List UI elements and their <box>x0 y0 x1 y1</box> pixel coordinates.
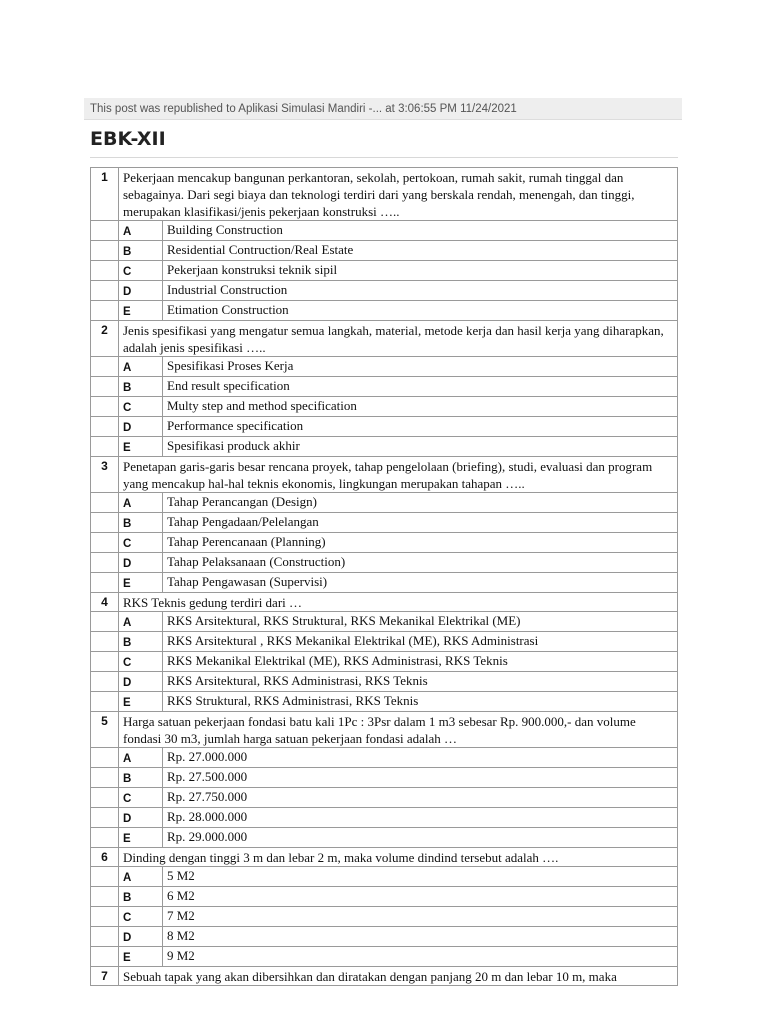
question-number: 5 <box>91 712 119 748</box>
option-letter: B <box>119 241 163 261</box>
option-spacer-cell <box>91 828 119 848</box>
option-text: RKS Arsitektural, RKS Struktural, RKS Mekanikal Elektrikal (ME) <box>163 612 678 632</box>
option-letter: C <box>119 533 163 553</box>
option-row <box>91 513 678 533</box>
option-row <box>91 397 678 417</box>
option-letter: D <box>119 281 163 301</box>
option-letter: B <box>119 768 163 788</box>
option-letter: C <box>119 788 163 808</box>
option-spacer-cell <box>91 652 119 672</box>
option-row <box>91 748 678 768</box>
option-spacer-cell <box>91 768 119 788</box>
option-row <box>91 828 678 848</box>
question-row <box>91 168 678 221</box>
option-spacer-cell <box>91 672 119 692</box>
option-text: End result specification <box>163 377 678 397</box>
option-text: Rp. 27.750.000 <box>163 788 678 808</box>
option-row <box>91 808 678 828</box>
option-letter: A <box>119 221 163 241</box>
option-letter: C <box>119 907 163 927</box>
option-spacer-cell <box>91 553 119 573</box>
option-letter: C <box>119 652 163 672</box>
question-number: 2 <box>91 321 119 357</box>
option-text: Tahap Pengawasan (Supervisi) <box>163 573 678 593</box>
option-letter: A <box>119 748 163 768</box>
option-row <box>91 493 678 513</box>
option-row <box>91 927 678 947</box>
option-spacer-cell <box>91 377 119 397</box>
option-text: Residential Contruction/Real Estate <box>163 241 678 261</box>
question-number: 1 <box>91 168 119 221</box>
option-row <box>91 533 678 553</box>
question-row <box>91 593 678 612</box>
option-letter: A <box>119 867 163 887</box>
option-row <box>91 573 678 593</box>
option-row <box>91 281 678 301</box>
option-text: 9 M2 <box>163 947 678 967</box>
option-spacer-cell <box>91 397 119 417</box>
option-spacer-cell <box>91 692 119 712</box>
option-letter: E <box>119 947 163 967</box>
option-spacer-cell <box>91 748 119 768</box>
option-spacer-cell <box>91 493 119 513</box>
option-spacer-cell <box>91 301 119 321</box>
option-text: Rp. 27.000.000 <box>163 748 678 768</box>
question-number: 4 <box>91 593 119 612</box>
option-row <box>91 417 678 437</box>
option-row <box>91 357 678 377</box>
question-row <box>91 321 678 357</box>
option-spacer-cell <box>91 632 119 652</box>
option-row <box>91 692 678 712</box>
option-row <box>91 672 678 692</box>
question-row <box>91 848 678 867</box>
question-number: 7 <box>91 967 119 986</box>
option-letter: D <box>119 417 163 437</box>
option-text: Spesifikasi Proses Kerja <box>163 357 678 377</box>
option-spacer-cell <box>91 437 119 457</box>
question-text: Harga satuan pekerjaan fondasi batu kali 1Pc : 3Psr dalam 1 m3 sebesar Rp. 900.000,- dan volume fondasi 30 m3, jumlah harga satuan pekerjaan fondasi adalah … <box>119 712 678 748</box>
question-number: 6 <box>91 848 119 867</box>
option-text: Etimation Construction <box>163 301 678 321</box>
option-row <box>91 867 678 887</box>
option-row <box>91 612 678 632</box>
question-text: Dinding dengan tinggi 3 m dan lebar 2 m, maka volume dindind tersebut adalah …. <box>119 848 678 867</box>
option-spacer-cell <box>91 788 119 808</box>
option-letter: B <box>119 887 163 907</box>
option-spacer-cell <box>91 281 119 301</box>
option-text: Rp. 28.000.000 <box>163 808 678 828</box>
option-row <box>91 907 678 927</box>
option-text: RKS Arsitektural, RKS Administrasi, RKS Teknis <box>163 672 678 692</box>
option-spacer-cell <box>91 907 119 927</box>
option-row <box>91 221 678 241</box>
option-row <box>91 241 678 261</box>
option-letter: D <box>119 808 163 828</box>
option-text: 5 M2 <box>163 867 678 887</box>
question-text: Jenis spesifikasi yang mengatur semua langkah, material, metode kerja dan hasil kerja yang diharapkan, adalah jenis spesifikasi ….. <box>119 321 678 357</box>
option-text: RKS Struktural, RKS Administrasi, RKS Teknis <box>163 692 678 712</box>
option-spacer-cell <box>91 808 119 828</box>
option-text: Tahap Pelaksanaan (Construction) <box>163 553 678 573</box>
option-text: 7 M2 <box>163 907 678 927</box>
option-letter: B <box>119 513 163 533</box>
question-row <box>91 457 678 493</box>
title-divider <box>90 157 678 158</box>
option-spacer-cell <box>91 573 119 593</box>
option-letter: E <box>119 692 163 712</box>
option-spacer-cell <box>91 513 119 533</box>
option-spacer-cell <box>91 261 119 281</box>
option-row <box>91 768 678 788</box>
option-letter: E <box>119 828 163 848</box>
option-spacer-cell <box>91 357 119 377</box>
question-text: Sebuah tapak yang akan dibersihkan dan diratakan dengan panjang 20 m dan lebar 10 m, maka <box>119 967 678 986</box>
option-spacer-cell <box>91 947 119 967</box>
option-letter: A <box>119 493 163 513</box>
option-text: Rp. 29.000.000 <box>163 828 678 848</box>
option-spacer-cell <box>91 612 119 632</box>
option-letter: C <box>119 261 163 281</box>
option-text: Tahap Perancangan (Design) <box>163 493 678 513</box>
option-letter: D <box>119 553 163 573</box>
option-row <box>91 437 678 457</box>
option-row <box>91 261 678 281</box>
option-text: Rp. 27.500.000 <box>163 768 678 788</box>
option-row <box>91 377 678 397</box>
option-spacer-cell <box>91 221 119 241</box>
option-row <box>91 301 678 321</box>
republish-banner: This post was republished to Aplikasi Simulasi Mandiri -... at 3:06:55 PM 11/24/2021 <box>84 98 682 120</box>
question-row <box>91 712 678 748</box>
option-row <box>91 788 678 808</box>
option-text: Tahap Pengadaan/Pelelangan <box>163 513 678 533</box>
option-letter: C <box>119 397 163 417</box>
option-text: Tahap Perencanaan (Planning) <box>163 533 678 553</box>
option-text: Performance specification <box>163 417 678 437</box>
option-text: 6 M2 <box>163 887 678 907</box>
option-spacer-cell <box>91 533 119 553</box>
option-text: Building Construction <box>163 221 678 241</box>
option-row <box>91 553 678 573</box>
option-row <box>91 652 678 672</box>
option-text: Spesifikasi produck akhir <box>163 437 678 457</box>
page-title: EBK-XII <box>90 128 166 150</box>
option-text: Industrial Construction <box>163 281 678 301</box>
option-text: Multy step and method specification <box>163 397 678 417</box>
question-number: 3 <box>91 457 119 493</box>
option-letter: A <box>119 357 163 377</box>
option-spacer-cell <box>91 927 119 947</box>
question-text: Pekerjaan mencakup bangunan perkantoran, sekolah, pertokoan, rumah sakit, rumah tinggal dan sebagainya. Dari segi biaya dan teknologi terdiri dari yang berskala rendah, menengah, dan tinggi, merupakan klasifikasi/jenis pekerjaan konstruksi ….. <box>119 168 678 221</box>
option-row <box>91 947 678 967</box>
option-spacer-cell <box>91 241 119 261</box>
option-text: RKS Arsitektural , RKS Mekanikal Elektrikal (ME), RKS Administrasi <box>163 632 678 652</box>
option-letter: B <box>119 632 163 652</box>
option-letter: E <box>119 301 163 321</box>
option-letter: A <box>119 612 163 632</box>
option-spacer-cell <box>91 867 119 887</box>
option-text: Pekerjaan konstruksi teknik sipil <box>163 261 678 281</box>
option-text: RKS Mekanikal Elektrikal (ME), RKS Administrasi, RKS Teknis <box>163 652 678 672</box>
option-letter: E <box>119 437 163 457</box>
option-spacer-cell <box>91 417 119 437</box>
option-letter: E <box>119 573 163 593</box>
option-letter: D <box>119 672 163 692</box>
option-row <box>91 632 678 652</box>
option-text: 8 M2 <box>163 927 678 947</box>
option-letter: B <box>119 377 163 397</box>
option-letter: D <box>119 927 163 947</box>
option-spacer-cell <box>91 887 119 907</box>
question-table <box>90 167 678 986</box>
option-row <box>91 887 678 907</box>
question-text: RKS Teknis gedung terdiri dari … <box>119 593 678 612</box>
question-text: Penetapan garis-garis besar rencana proyek, tahap pengelolaan (briefing), studi, evaluasi dan program yang mencakup hal-hal teknis ekonomis, lingkungan merupakan tahapan ….. <box>119 457 678 493</box>
question-row <box>91 967 678 986</box>
